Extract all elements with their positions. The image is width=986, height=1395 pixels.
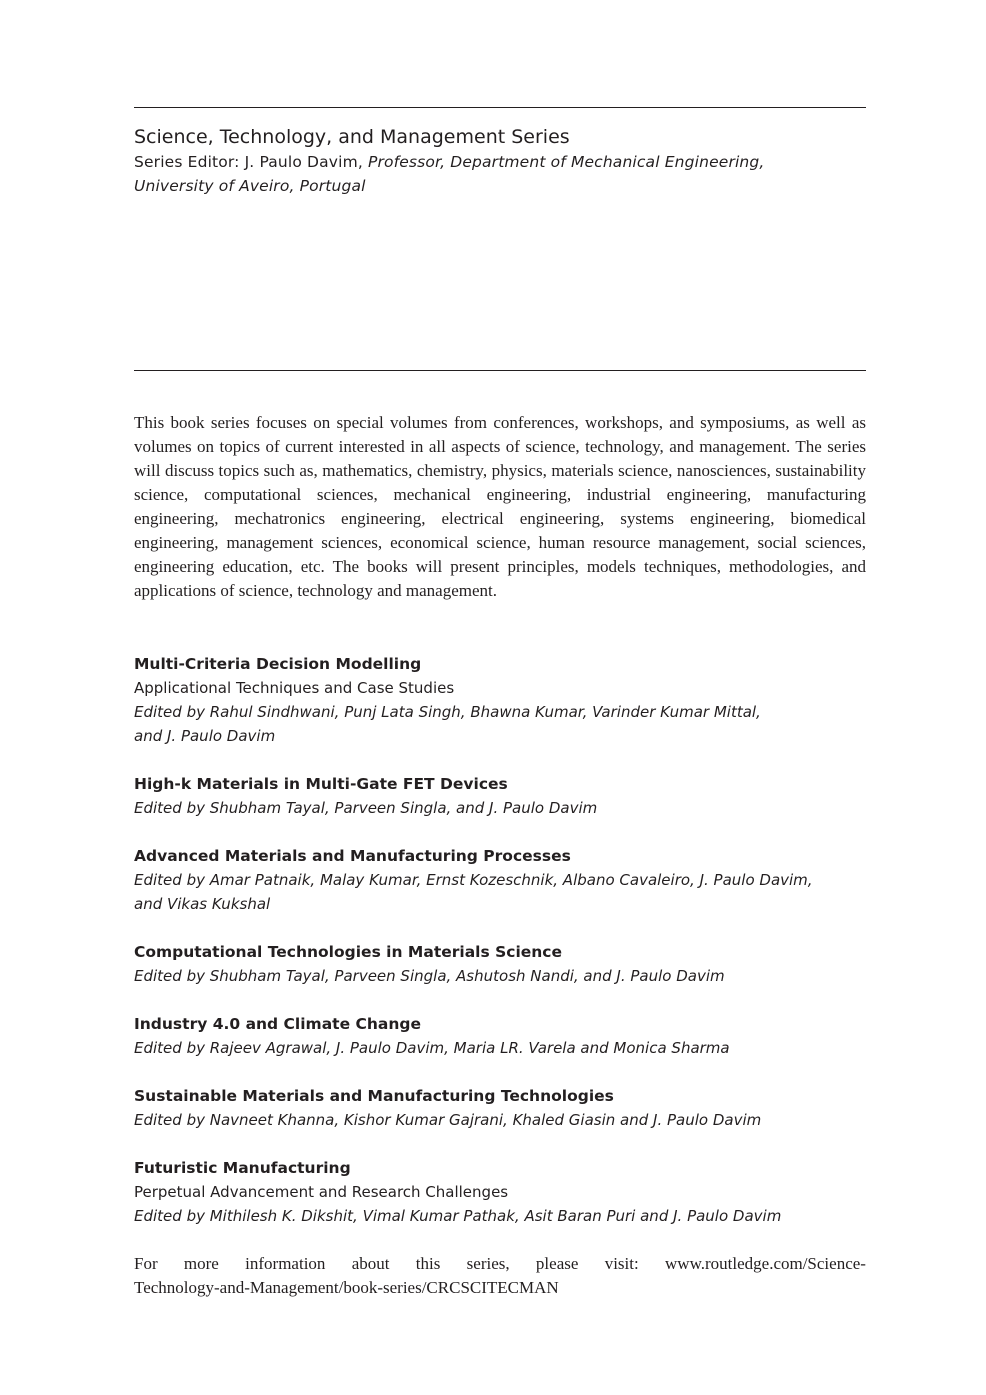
book-entry — [134, 652, 874, 748]
series-editor — [134, 150, 874, 174]
more-info-word: please — [535, 1254, 579, 1273]
more-info-word: more — [183, 1254, 219, 1273]
book-editors: Edited by Rajeev Agrawal, J. Paulo Davim, Maria LR. Varela and Monica Sharma — [134, 1039, 730, 1057]
book-entry — [134, 772, 874, 820]
series-description: This book series focuses on special volumes from conferences, workshops, and symposiums, as well as volumes on topics of current interested in all aspects of science, technology, and management. The series will discuss topics such as, mathematics, chemistry, physics, materials science, nanosciences, sustainability science, computational sciences, mechanical engineering, industrial engineering, manufacturing engineering, mechatronics engineering, electrical engineering, systems engineering, biomedical engineering, management sciences, economical science, human resource management, social sciences, engineering education, etc. The books will present principles, models techniques, methodologies, and applications of science, technology and management. — [134, 413, 866, 600]
book-editors-continued: and J. Paulo Davim — [134, 727, 276, 745]
series-url-start[interactable]: www.routledge.com/Science- — [665, 1254, 866, 1273]
book-editors: Edited by Shubham Tayal, Parveen Singla, Ashutosh Nandi, and J. Paulo Davim — [134, 967, 725, 985]
top-rule — [134, 107, 866, 108]
book-title: Multi-Criteria Decision Modelling — [134, 655, 422, 673]
series-header — [134, 124, 874, 198]
book-title: Industry 4.0 and Climate Change — [134, 1015, 421, 1033]
book-entry — [134, 1012, 874, 1060]
more-info-word: about — [351, 1254, 390, 1273]
book-entry — [134, 940, 874, 988]
book-entry — [134, 1084, 874, 1132]
more-info — [134, 1252, 866, 1300]
series-editor-label: Series Editor: J. Paulo Davim, — [134, 153, 368, 171]
series-title: Science, Technology, and Management Series — [134, 126, 570, 148]
book-entry — [134, 1156, 874, 1228]
more-info-word: series, — [466, 1254, 510, 1273]
series-editor-affiliation-2: University of Aveiro, Portugal — [134, 177, 366, 195]
book-subtitle: Applicational Techniques and Case Studies — [134, 679, 455, 697]
book-title: High-k Materials in Multi-Gate FET Devices — [134, 775, 508, 793]
book-editors: Edited by Shubham Tayal, Parveen Singla, and J. Paulo Davim — [134, 799, 598, 817]
book-editors: Edited by Navneet Khanna, Kishor Kumar Gajrani, Khaled Giasin and J. Paulo Davim — [134, 1111, 762, 1129]
more-info-line-1 — [134, 1252, 866, 1276]
book-entry — [134, 844, 874, 916]
more-info-word: this — [415, 1254, 441, 1273]
more-info-word: visit: — [604, 1254, 639, 1273]
book-editors-continued: and Vikas Kukshal — [134, 895, 271, 913]
book-editors: Edited by Amar Patnaik, Malay Kumar, Ernst Kozeschnik, Albano Cavaleiro, J. Paulo Davim, — [134, 871, 813, 889]
book-editors: Edited by Mithilesh K. Dikshit, Vimal Kumar Pathak, Asit Baran Puri and J. Paulo Davim — [134, 1207, 782, 1225]
book-title: Advanced Materials and Manufacturing Processes — [134, 847, 571, 865]
book-title: Futuristic Manufacturing — [134, 1159, 351, 1177]
middle-rule — [134, 370, 866, 371]
series-url-end[interactable]: Technology-and-Management/book-series/CRCSCITECMAN — [134, 1278, 559, 1297]
more-info-word: information — [245, 1254, 326, 1273]
book-subtitle: Perpetual Advancement and Research Challenges — [134, 1183, 509, 1201]
more-info-word: For — [134, 1254, 158, 1273]
series-editor-affiliation-1: Professor, Department of Mechanical Engineering, — [367, 153, 765, 171]
book-title: Computational Technologies in Materials Science — [134, 943, 562, 961]
book-editors: Edited by Rahul Sindhwani, Punj Lata Singh, Bhawna Kumar, Varinder Kumar Mittal, — [134, 703, 761, 721]
book-title: Sustainable Materials and Manufacturing Technologies — [134, 1087, 614, 1105]
